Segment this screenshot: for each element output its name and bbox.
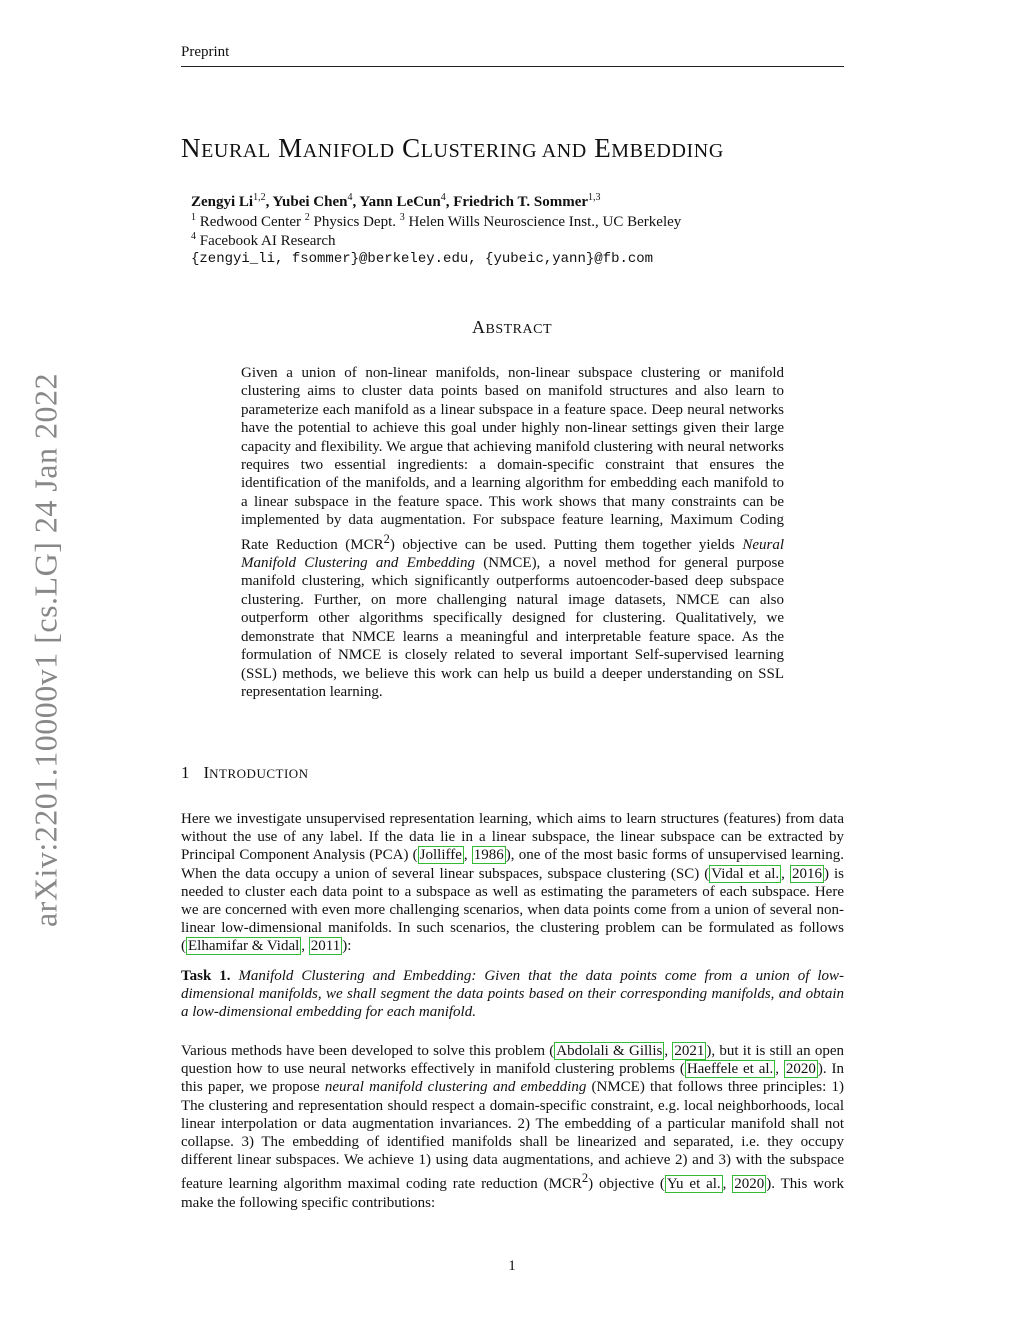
citation-link[interactable]: Haeffele et al.: [686, 1061, 774, 1078]
page-number: 1: [508, 1258, 516, 1274]
citation-link[interactable]: Jolliffe: [419, 847, 462, 864]
citation-link[interactable]: 2020: [785, 1061, 816, 1078]
author-emails: {zengyi_li, fsommer}@berkeley.edu, {yubeic,yann}@fb.com: [191, 251, 654, 267]
citation-link[interactable]: 2021: [674, 1043, 705, 1059]
citation-link[interactable]: 2016: [791, 865, 822, 882]
intro-paragraph-1: Here we investigate unsupervised representation learning, which aims to learn structures (features) from data without the use of any label. If the data lie in a linear subspace, the linear subspace can be extracted by Principal Component Analysis (PCA) ( Jolliffe , 1986 ), one of the most basic forms of unsupervised learning. When the data occupy a union of several linear subspaces, subspace clustering (SC) ( Vidal et al. , 2016 ) is needed to cluster each data point to a subspace as well as estimating the parameters of each subspace. Here we are concerned with even more challenging scenarios, when data points come from a union of several non-linear low-dimensional manifolds. In such scenarios, the clustering problem can be formulated as follows ( Elhamifar & Vidal , 2011 ):: [181, 811, 845, 955]
intro-paragraph-2: Various methods have been developed to solve this problem ( Abdolali & Gillis , 2021 ), but it is still an open question how to use neural networks effectively in manifold clustering problems ( Haeffele et al. , 2020 ). In this paper, we propose neural manifold clustering and embedding (NMCE) that follows three principles: 1) The clustering and representation should respect a domain-specific constraint, e.g. local neighborhoods, local linear interpolation or data augmentation invariances. 2) The embedding of a particular manifold shall not collapse. 3) The embedding of identified manifolds shall be linearized and separated, i.e. they occupy different linear subspaces. We achieve 1) using data augmentations, and achieve 2) and 3) with the subspace feature learning algorithm maximal coding rate reduction (MCR$^2$) objective ( Yu et al. , 2020 ). This work make the following specific contributions:: [181, 1043, 845, 1211]
citation-link[interactable]: Vidal et al.: [711, 865, 780, 882]
paper-title: NEURAL MANIFOLD CLUSTERING AND EMBEDDING: [181, 133, 724, 163]
citation-link[interactable]: Abdolali & Gillis: [556, 1043, 663, 1059]
abstract-heading: ABSTRACT: [471, 317, 552, 337]
author-list: Zengyi Li$^{1,2}$, Yubei Chen$^4$, Yann LeCun$^4$, Friedrich T. Sommer$^{1,3}$: [191, 192, 601, 210]
header-rule: [181, 66, 844, 67]
arxiv-identifier-stamp: arXiv:2201.10000v1 [cs.LG] 24 Jan 2022: [27, 372, 64, 928]
citation-link[interactable]: Elhamifar & Vidal: [188, 938, 300, 955]
abstract-text: Given a union of non-linear manifolds, non-linear subspace clustering or manifold clustering aims to cluster data points based on manifold structures and also learn to parameterize each manifold as a linear subspace in a feature space. Deep neural networks have the potential to achieve this goal under highly non-linear settings given their large capacity and flexibility. We argue that achieving manifold clustering with neural networks requires two essential ingredients: a domain-specific constraint that ensures the identification of the manifolds, and a learning algorithm for embedding each manifold to a linear subspace in the feature space. This work shows that many constraints can be implemented by data augmentation. For subspace feature learning, Maximum Coding Rate Reduction (MCR$^2$) objective can be used. Putting them together yields Neural Manifold Clustering and Embedding (NMCE), a novel method for general purpose manifold clustering, which significantly outperforms autoencoder-based deep subspace clustering. Further, on more challenging natural image datasets, NMCE can also outperform other algorithms specifically designed for clustering. Qualitatively, we demonstrate that NMCE learns a meaningful and interpretable feature space. As the formulation of NMCE is closely related to several important Self-supervised learning (SSL) methods, we believe this work can help us build a deeper understanding on SSL representation learning.: [241, 365, 784, 700]
affiliation-line-2: $^4$ Facebook AI Research: [191, 231, 336, 249]
citation-link[interactable]: 2020: [734, 1176, 765, 1193]
citation-link[interactable]: 2011: [310, 938, 341, 955]
running-header: Preprint: [181, 44, 230, 60]
section-heading-introduction: 1 INTRODUCTION: [181, 763, 309, 782]
citation-link[interactable]: Yu et al.: [666, 1176, 721, 1193]
affiliation-line-1: $^1$ Redwood Center $^2$ Physics Dept. $^3$ Helen Wills Neuroscience Inst., UC Berkeley: [191, 212, 682, 230]
citation-link[interactable]: 1986: [473, 847, 504, 864]
task-definition: Task 1. Manifold Clustering and Embedding: Given that the data points come from a union of low-dimensional manifolds, we shall segment the data points based on their corresponding manifolds, and obtain a low-dimensional embedding for each manifold.: [181, 968, 844, 1021]
